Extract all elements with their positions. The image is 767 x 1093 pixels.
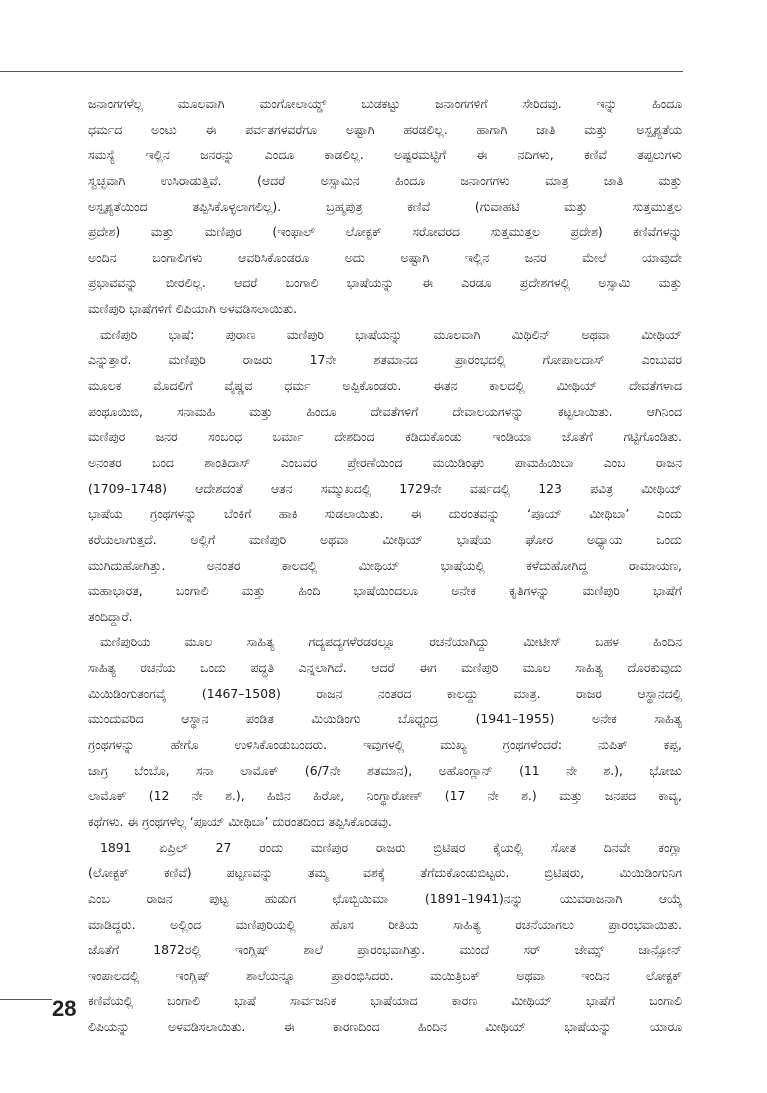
text-line: ಸಾಹಿತ್ಯ ರಚನೆಯ ಒಂದು ಪದ್ಧತಿ ಎನ್ನಲಾಗಿದೆ. ಆದರೆ ಈಗ ಮಣಿಪುರಿ ಮೂಲ ಸಾಹಿತ್ಯ ದೊರಕುವುದು [88, 660, 682, 676]
text-line: ಪಂಥೂಯಿಬಿ, ಸನಾಮಹಿ ಮತ್ತು ಹಿಂದೂ ದೇವತೆಗಳಿಗೆ ದೇವಾಲಯಗಳನ್ನು ಕಟ್ಟಲಾಯಿತು. ಆಗಿನಿಂದ [88, 403, 682, 419]
text-line: (ಲೋಕ್ಟಕ್ ಕಣಿವೆ) ಪಟ್ಟಣವನ್ನು ತಮ್ಮ ವಶಕ್ಕೆ ತೆಗೆದುಕೊಂಡುಬಿಟ್ಟರು. ಬ್ರಿಟಿಷರು, ಮಿಯಿಡಿಂಗುನಿಗ [88, 865, 682, 881]
text-line: ಕಣಿವೆಯಲ್ಲಿ ಬಂಗಾಲಿ ಭಾಷೆ ಸಾರ್ವಜನಿಕ ಭಾಷೆಯಾದ ಕಾರಣ ಮೀಥಿಯ್ ಭಾಷೆಗೆ ಬಂಗಾಲಿ [88, 993, 682, 1009]
text-line: ಮಣಿಪುರಿ ಭಾಷೆಗಳಿಗೆ ಲಿಪಿಯಾಗಿ ಅಳವಡಿಸಲಾಯಿತು. [88, 301, 298, 317]
text-line: ಕರೆಯಲಾಗುತ್ತದೆ. ಅಲ್ಲಿಗೆ ಮಣಿಪುರಿ ಅಥವಾ ಮೀಥಿಯ್ ಭಾಷೆಯ ಘೋರ ಅಧ್ಯಾಯ ಒಂದು [88, 531, 682, 547]
text-line: ಪ್ರದೇಶ) ಮತ್ತು ಮಣಿಪುರ (ಇಂಫಾಲ್ ಲೋಕ್ಟಕ್ ಸರೋವರದ ಸುತ್ತಮುತ್ತಲ ಪ್ರದೇಶ) ಕಣಿವೆಗಳನ್ನು [88, 224, 682, 240]
body-text [88, 91, 682, 1040]
text-line: ಮೂಲಕ ಮೊದಲಿಗೆ ವೈಷ್ಣವ ಧರ್ಮ ಅಪ್ಪಿಕೊಂಡರು. ಈತನ ಕಾಲದಲ್ಲಿ ಮೀಥಿಯ್ ದೇವತೆಗಳಾದ [88, 378, 682, 394]
text-line: (1709–1748) ಆದೇಶದಂತೆ ಆತನ ಸಮ್ಮುಖದಲ್ಲಿ 1729ನೇ ವರ್ಷದಲ್ಲಿ 123 ಪವಿತ್ರ ಮೀಥಿಯ್ [88, 480, 682, 496]
top-rule [0, 71, 683, 72]
text-line: ಇಂಪಾಲದಲ್ಲಿ ಇಂಗ್ಲಿಷ್ ಶಾಲೆಯನ್ನೂ ಪ್ರಾರಂಭಿಸಿದರು. ಮಯಿತ್ರಿಬಕ್ ಅಥವಾ ಇಂದಿನ ಲೋಕ್ಟಕ್ [88, 967, 682, 983]
text-line: ಧರ್ಮದ ಅಂಟು ಈ ಪರ್ವತಗಳವರೆಗೂ ಅಷ್ಟಾಗಿ ಹರಡಲಿಲ್ಲ. ಹಾಗಾಗಿ ಜಾತಿ ಮತ್ತು ಅಸ್ಪೃಶ್ಯತೆಯ [88, 121, 682, 137]
paragraph [88, 629, 682, 834]
text-line: ಜನಾಂಗಗಳೆಲ್ಲ ಮೂಲವಾಗಿ ಮಂಗೋಲಾಯ್ಡ್ ಬುಡಕಟ್ಟು ಜನಾಂಗಗಳಿಗೆ ಸೇರಿದವು. ಇನ್ನು ಹಿಂದೂ [88, 96, 682, 111]
text-line: ಎಂಬ ರಾಜನ ಪುಟ್ಟ ಹುಡುಗ ಛೊಬ್ಬಿಯಿಮಾ (1891–1941)ನನ್ನು ಯುವರಾಜನಾಗಿ ಆಯ್ಕೆ [88, 890, 682, 906]
text-line: ಎನ್ನುತ್ತಾರೆ. ಮಣಿಪುರಿ ರಾಜರು 17ನೇ ಶತಮಾನದ ಪ್ರಾರಂಭದಲ್ಲಿ ಗೋಪಾಲದಾಸ್ ಎಂಬುವರ [88, 352, 682, 368]
paragraph [88, 322, 682, 630]
page-number: 28 [52, 996, 77, 1021]
text-line: ಮಾಡಿದ್ದರು. ಅಲ್ಲಿಂದ ಮಣಿಪುರಿಯಲ್ಲಿ ಹೊಸ ರೀತಿಯ ಸಾಹಿತ್ಯ ರಚನೆಯಾಗಲು ಪ್ರಾರಂಭವಾಯಿತು. [88, 916, 682, 932]
text-line: ಸಮಸ್ಯೆ ಇಲ್ಲಿನ ಜನರನ್ನು ಎಂದೂ ಕಾಡಲಿಲ್ಲ. ಅಷ್ಟರಮಟ್ಟಿಗೆ ಈ ನದಿಗಳು, ಕಣಿವೆ ತಪ್ಪಲುಗಳು [88, 147, 682, 163]
text-line: ಜೊತೆಗೆ 1872ರಲ್ಲಿ ಇಂಗ್ಲಿಷ್ ಶಾಲೆ ಪ್ರಾರಂಭವಾಗಿತ್ತು. ಮುಂದೆ ಸರ್ ಜೇಮ್ಸ್ ಜಾನ್ಸೋನ್ [88, 942, 682, 958]
text-line: ಮಿಯಿಡಿಂಗುತಂಗವೈ (1467–1508) ರಾಜನ ನಂತರದ ಕಾಲದ್ದು ಮಾತ್ರ. ರಾಜರ ಆಸ್ಥಾನದಲ್ಲಿ [88, 685, 682, 701]
text-line: ಅಂದಿನ ಬಂಗಾಲಿಗಳು ಆವರಿಸಿಕೊಂಡರೂ ಅದು ಅಷ್ಟಾಗಿ ಇಲ್ಲಿನ ಜನರ ಮೇಲೆ ಯಾವುದೇ [88, 249, 682, 265]
text-line: ಗ್ರಂಥಗಳನ್ನು ಹೇಗೊ ಉಳಿಸಿಕೊಂಡುಬಂದರು. ಇವುಗಳಲ್ಲಿ ಮುಖ್ಯ ಗ್ರಂಥಗಳೆಂದರೆ: ನುಪಿತ್ ಕಪ್ಪ, [88, 737, 682, 753]
text-line: ಅನಂತರ ಬಂದ ಶಾಂತಿದಾಸ್ ಎಂಬವರ ಪ್ರೇರಣೆಯಿಂದ ಮಯಿಡಿಂಘು ಪಾಮಹಿಯಿಬಾ ಎಂಬ ರಾಜನ [88, 454, 682, 470]
text-line: ಅಸ್ಪೃಶ್ಯತೆಯಿಂದ ತಪ್ಪಿಸಿಕೊಳ್ಳಲಾಗಲಿಲ್ಲ). ಬ್ರಹ್ಮಪುತ್ರ ಕಣಿವೆ (ಗುವಾಹಟಿ ಮತ್ತು ಸುತ್ತಮುತ್ತಲ [88, 198, 682, 214]
paragraph [88, 91, 682, 322]
text-line: ಲಿಪಿಯನ್ನು ಅಳವಡಿಸಲಾಯಿತು. ಈ ಕಾರಣದಿಂದ ಹಿಂದಿನ ಮೀಥಿಯ್ ಭಾಷೆಯನ್ನು ಯಾರೂ [88, 1019, 682, 1035]
text-line: ಮಹಾಭಾರತ, ಬಂಗಾಲಿ ಮತ್ತು ಹಿಂದಿ ಭಾಷೆಯಿಂದಲೂ ಅನೇಕ ಕೃತಿಗಳನ್ನು ಮಣಿಪುರಿ ಭಾಷೆಗೆ [88, 583, 682, 599]
text-line: ಲಾಮೊಕ್ (12 ನೇ ಶ.), ಹಿಜಿನ ಹಿರೋ, ನಿಂಗ್ಥಾರೋಣ್ (17 ನೇ ಶ.) ಮತ್ತು ಜನಪದ ಕಾವ್ಯ, [88, 788, 682, 804]
text-line: ಮಣಿಪುರಿಯ ಮೂಲ ಸಾಹಿತ್ಯ ಗದ್ಯಪದ್ಯಗಳೆರಡರಲ್ಲೂ ರಚನೆಯಾಗಿದ್ದು ಮೀಟೀಸ್ ಬಹಳ ಹಿಂದಿನ [100, 634, 682, 650]
footer-rule [0, 999, 52, 1000]
text-line: ಪ್ರಭಾವವನ್ನು ಬೀರಲಿಲ್ಲ. ಆದರೆ ಬಂಗಾಲಿ ಭಾಷೆಯನ್ನು ಈ ಎರಡೂ ಪ್ರದೇಶಗಳಲ್ಲಿ ಅಸ್ಸಾಮಿ ಮತ್ತು [88, 275, 682, 291]
paragraph [88, 835, 682, 1040]
text-line: ಮುಗಿದುಹೋಗಿತ್ತು. ಅನಂತರ ಕಾಲದಲ್ಲಿ ಮೀಥಿಯ್ ಭಾಷೆಯಲ್ಲಿ ಕಳೆದುಹೋಗಿದ್ದ ರಾಮಾಯಣ, [88, 557, 682, 573]
text-line: ಕಥೆಗಳು. ಈ ಗ್ರಂಥಗಳೆಲ್ಲ ‘ಪೂಯ್ ಮೀಥಿಬಾ’ ದುರಂತದಿಂದ ತಪ್ಪಿಸಿಕೊಂಡವು. [88, 813, 392, 829]
text-line: ಮಣಿಪುರ ಜನರ ಸಂಬಂಧ ಬರ್ಮಾ ದೇಶದಿಂದ ಕಡಿದುಕೊಂಡು ಇಂಡಿಯಾ ಜೊತೆಗೆ ಗಟ್ಟಿಗೊಂಡಿತು. [88, 429, 682, 445]
text-line: ಜಾಗ್ರ ಬೆಂಬೊ, ಸನಾ ಲಾಮೊಕ್ (6/7ನೇ ಶತಮಾನ), ಅಹೊಂಗ್ಲಾನ್ (11 ನೇ ಶ.), ಭೋಜು [88, 762, 682, 778]
text-line: ಸ್ವಚ್ಛವಾಗಿ ಉಸಿರಾಡುತ್ತಿವೆ. (ಆದರೆ ಅಸ್ಸಾಮಿನ ಹಿಂದೂ ಜನಾಂಗಗಳು ಮಾತ್ರ ಜಾತಿ ಮತ್ತು [88, 172, 682, 188]
text-line: ಮಣಿಪುರಿ ಭಾಷೆ: ಪುರಾಣ ಮಣಿಪುರಿ ಭಾಷೆಯನ್ನು ಮೂಲವಾಗಿ ಮಿಥಿಲಿನ್ ಅಥವಾ ಮೀಥಿಯ್ [100, 326, 682, 342]
text-line: ಮುಂದುವರಿದ ಆಸ್ಥಾನ ಪಂಡಿತ ಮಿಯಿಡಿಂಗು ಬೊಧ್ಚಂದ್ರ (1941–1955) ಅನೇಕ ಸಾಹಿತ್ಯ [88, 711, 682, 727]
text-line: ಭಾಷೆಯ ಗ್ರಂಥಗಳನ್ನು ಬೆಂಕಿಗೆ ಹಾಕಿ ಸುಡಲಾಯಿತು. ಈ ದುರಂತವನ್ನು ‘ಪೂಯ್ ಮೀಥಿಬಾ’ ಎಂದು [88, 506, 682, 522]
text-line: ತಂದಿದ್ದಾರೆ. [88, 608, 133, 624]
text-line: 1891 ಏಪ್ರಿಲ್ 27 ರಂದು ಮಣಿಪುರ ರಾಜರು ಬ್ರಿಟಿಷರ ಕೈಯಲ್ಲಿ ಸೋತ ದಿನವೇ ಕಂಗ್ಲಾ [100, 839, 682, 855]
